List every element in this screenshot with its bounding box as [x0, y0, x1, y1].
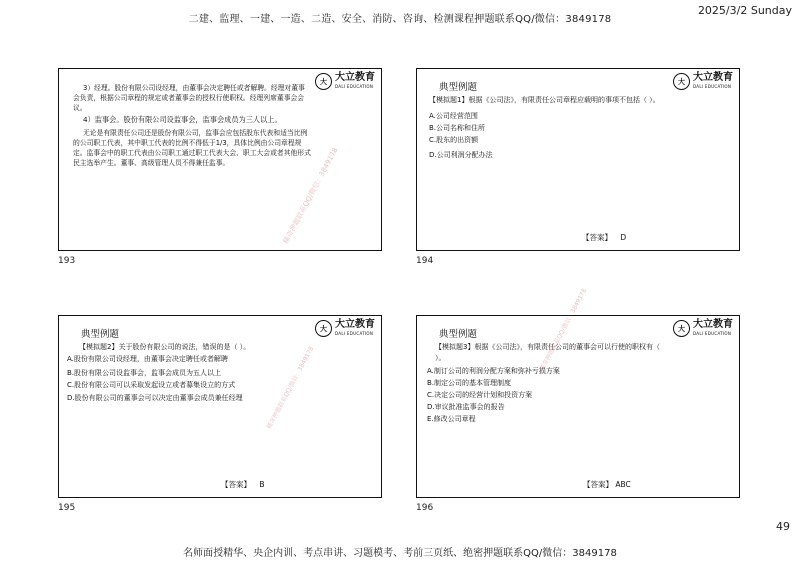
logo-en: DALI EDUCATION	[335, 331, 374, 336]
answer	[582, 232, 626, 243]
paragraph: 3）经理。股份有限公司设经理，由董事会决定聘任或者解聘。经理对董事会负责，根据公司章程的规定或者董事会的授权行使职权。经理列席董事会会议。	[73, 84, 305, 112]
option: C.股份有限公司可以采取发起设立或者募集设立的方式	[67, 380, 236, 389]
answer-value: ABC	[615, 480, 631, 489]
slide-number: 194	[416, 256, 434, 266]
slide-body	[73, 83, 311, 168]
slide-196	[416, 287, 740, 498]
logo	[315, 320, 375, 337]
page-footer-banner: 名师面授精华、央企内训、考点串讲、习题模考、考前三页纸、绝密押题联系QQ/微信：3849178	[183, 548, 617, 559]
slide-number: 193	[58, 256, 76, 266]
slide-title: 典型例题	[439, 329, 478, 340]
slide-number: 195	[58, 503, 76, 513]
answer-label: 【答案】	[583, 480, 613, 489]
answer-label: 【答案】	[582, 233, 612, 242]
logo-name: 大立教育	[693, 72, 733, 83]
question-text: 【模拟题2】关于股份有限公司的说法，错误的是（ ）。	[79, 343, 251, 351]
option: B.制定公司的基本管理制度	[427, 379, 512, 387]
answer-value: B	[259, 480, 265, 489]
option: B.公司名称和住所	[429, 123, 486, 132]
logo-en: DALI EDUCATION	[693, 331, 732, 336]
page-header-banner: 二建、监理、一建、一造、二造、安全、消防、咨询、检测课程押题联系QQ/微信：3849178	[188, 14, 612, 25]
watermark-text: 稀奇押题联系QQ/微信：3849178	[281, 146, 340, 246]
question-text: 【模拟题3】根据《公司法》，有限责任公司的董事会可以行使的职权有（ ）。	[435, 343, 660, 362]
logo-name: 大立教育	[335, 319, 375, 330]
logo-name: 大立教育	[693, 319, 733, 330]
slide-195	[58, 315, 382, 498]
logo-name: 大立教育	[335, 72, 375, 83]
paragraph: 4）监事会。股份有限公司设监事会，监事会成员为三人以上。	[83, 115, 282, 124]
slide-193	[58, 68, 382, 251]
answer	[583, 479, 631, 490]
logo-en: DALI EDUCATION	[693, 84, 732, 89]
dali-logo-icon: 大	[315, 320, 332, 337]
option: D.股份有限公司的董事会可以决定由董事会成员兼任经理	[67, 393, 243, 402]
page-date: 2025/3/2 Sunday	[697, 4, 792, 17]
dali-logo-icon: 大	[673, 73, 690, 90]
logo	[673, 73, 733, 90]
slide-title: 典型例题	[439, 82, 478, 93]
logo	[673, 320, 733, 337]
option: A.股份有限公司设经理，由董事会决定聘任或者解聘	[67, 354, 228, 363]
dali-logo-icon: 大	[673, 320, 690, 337]
dali-logo-icon: 大	[315, 73, 332, 90]
option: A.制订公司的利润分配方案和弥补亏损方案	[427, 367, 560, 375]
option: D.审议批准监事会的报告	[427, 403, 505, 411]
option: C.决定公司的经营计划和投资方案	[427, 391, 533, 399]
paragraph: 无论是有限责任公司还是股份有限公司，监事会应包括股东代表和适当比例的公司职工代表，其中职工代表的比例不得低于1/3，具体比例由公司章程规定。监事会中的职工代表由公司职工通过职工代表大会、职工大会或者其他形式民主选举产生。董事、高级管理人员不得兼任监事。	[73, 128, 311, 167]
watermark-text: 稀奇押题联系QQ/微信：3849178	[538, 287, 589, 373]
option: B.股份有限公司设监事会，监事会成员为五人以上	[67, 368, 222, 377]
slide-body	[67, 342, 361, 404]
option: C.股东的出资额	[429, 135, 479, 144]
question-text: 【模拟题1】根据《公司法》，有限责任公司章程应载明的事项不包括（ ）。	[429, 96, 660, 104]
slide-body	[429, 95, 669, 161]
slide-title: 典型例题	[81, 329, 120, 340]
option: D.公司利润分配办法	[429, 150, 493, 159]
page-number: 49	[776, 520, 790, 533]
logo-en: DALI EDUCATION	[335, 84, 374, 89]
logo	[315, 73, 375, 90]
option: E.修改公司章程	[427, 415, 476, 423]
watermark-text: 稀奇押题联系QQ/微信：3849178	[265, 345, 316, 431]
slide-number: 196	[416, 503, 434, 513]
option: A.公司经营范围	[429, 111, 478, 120]
answer-label: 【答案】	[221, 480, 251, 489]
slide-194	[416, 68, 740, 251]
answer	[221, 479, 265, 490]
answer-value: D	[620, 233, 627, 242]
